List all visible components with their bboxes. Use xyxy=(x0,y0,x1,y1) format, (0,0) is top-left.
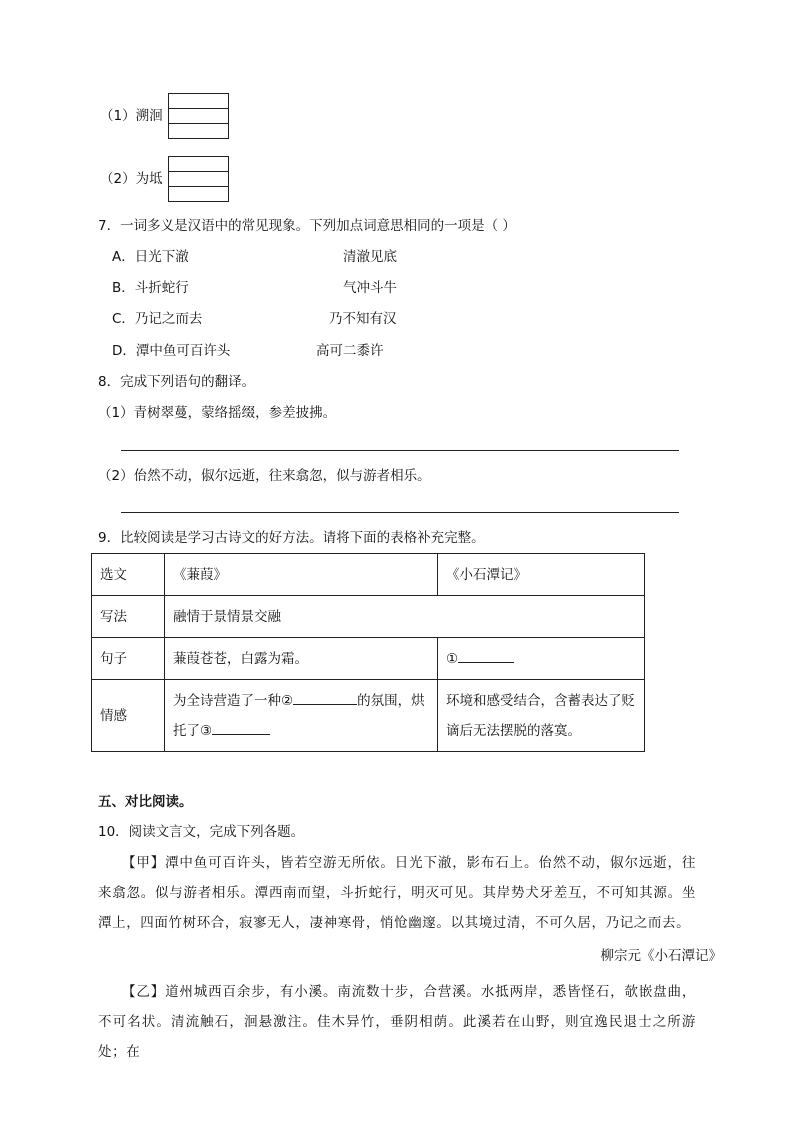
section-heading: 五、对比阅读。 xyxy=(98,794,193,810)
blank-3[interactable] xyxy=(212,720,270,735)
table-row-sentence-poem-2[interactable] xyxy=(438,638,645,680)
q6-item-2-answer-boxes[interactable] xyxy=(168,156,229,202)
q8-item-1: （1）青树翠蔓，蒙络摇缀，参差披拂。 xyxy=(98,405,337,421)
blank-marker-1: ① xyxy=(446,650,459,667)
table-header-poem-2: 《小石潭记》 xyxy=(438,554,645,596)
emotion-text-a: 为全诗营造了一种 xyxy=(173,692,281,709)
table-row-emotion-poem-1 xyxy=(165,680,438,752)
blank-marker-3: ③ xyxy=(200,722,213,739)
table-row-method-label: 写法 xyxy=(92,596,165,638)
table-header-poem-1: 《蒹葭》 xyxy=(165,554,438,596)
q7-option-b-compare: 气冲斗牛 xyxy=(343,280,397,296)
q7-option-d-compare: 高可二黍许 xyxy=(316,343,384,359)
q7-stem: 7．一词多义是汉语中的常见现象。下列加点词意思相同的一项是（ ） xyxy=(98,218,516,234)
comparison-table xyxy=(91,553,645,752)
emotion-right-a: 环境和感受结合，含蓄表达了贬 xyxy=(446,692,635,709)
blank-marker-2: ② xyxy=(281,692,294,709)
q10-stem: 10．阅读文言文，完成下列各题。 xyxy=(98,824,305,840)
table-row-sentence-label: 句子 xyxy=(92,638,165,680)
passage-jia: 【甲】潭中鱼可百许头，皆若空游无所依。日光下澈，影布石上。佁然不动，俶尔远逝，往来翕忽。似与游者相乐。潭西南而望，斗折蛇行，明灭可见。其岸势犬牙差互，不可知其源。坐潭上，四面竹树环合，寂寥无人，凄神寒骨，悄怆幽邃。以其境过清，不可久居，乃记之而去。 xyxy=(98,855,696,931)
emotion-text-c: 托了 xyxy=(173,722,200,739)
q7-option-c[interactable]: C．乃记之而去 xyxy=(112,311,203,327)
q7-option-a-compare: 清澈见底 xyxy=(343,249,397,265)
q7-option-b[interactable]: B．斗折蛇行 xyxy=(112,280,189,296)
q7-option-d[interactable]: D．潭中鱼可百许头 xyxy=(112,343,231,359)
emotion-right-b: 谪后无法摆脱的落寞。 xyxy=(446,722,581,739)
table-header-label: 选文 xyxy=(92,554,165,596)
emotion-text-b: 的氛围，烘 xyxy=(357,692,425,709)
q6-item-2-label: （2）为坻 xyxy=(100,171,163,187)
passage-jia-source: 柳宗元《小石潭记》 xyxy=(600,948,722,964)
q7-option-a[interactable]: A．日光下澈 xyxy=(112,249,189,265)
q8-item-2: （2）佁然不动，俶尔远逝，往来翕忽，似与游者相乐。 xyxy=(98,468,431,484)
table-row-emotion-label: 情感 xyxy=(92,680,165,752)
q8-item-2-answer-line[interactable] xyxy=(121,512,679,513)
q6-item-1-answer-boxes[interactable] xyxy=(168,93,229,139)
blank-1[interactable] xyxy=(458,648,514,663)
q8-item-1-answer-line[interactable] xyxy=(121,450,679,451)
q6-item-1-label: （1）溯洄 xyxy=(100,108,163,124)
table-row-method-value: 融情于景情景交融 xyxy=(165,596,645,638)
q9-stem: 9．比较阅读是学习古诗文的好方法。请将下面的表格补充完整。 xyxy=(98,530,485,546)
q8-stem: 8．完成下列语句的翻译。 xyxy=(98,374,256,390)
table-row-emotion-poem-2 xyxy=(438,680,645,752)
blank-2[interactable] xyxy=(293,690,357,705)
q7-option-c-compare: 乃不知有汉 xyxy=(329,311,397,327)
passage-yi: 【乙】道州城西百余步，有小溪。南流数十步，合营溪。水抵两岸，悉皆怪石，欹嵌盘曲，不可名状。清流触石，洄悬激注。佳木异竹，垂阴相荫。此溪若在山野，则宜逸民退士之所游处；在 xyxy=(98,984,696,1060)
table-row-sentence-poem-1: 蒹葭苍苍，白露为霜。 xyxy=(165,638,438,680)
